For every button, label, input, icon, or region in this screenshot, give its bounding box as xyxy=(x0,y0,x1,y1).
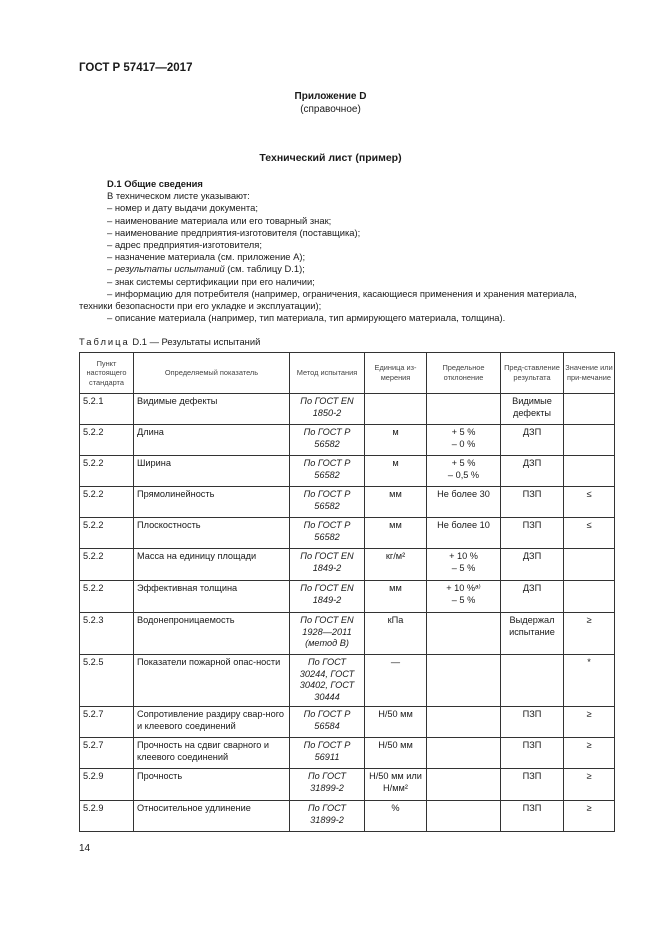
cell-clause: 5.2.2 xyxy=(80,425,134,456)
cell-unit: м xyxy=(365,425,427,456)
list-item-results xyxy=(79,263,619,275)
table-header-row xyxy=(80,353,615,394)
cell-deviation xyxy=(427,394,501,425)
cell-value: * xyxy=(564,655,615,707)
cell-method: По ГОСТ Р 56911 xyxy=(290,738,365,769)
cell-method: По ГОСТ Р 56584 xyxy=(290,707,365,738)
cell-unit: кг/м² xyxy=(365,549,427,581)
list-item-info: – информацию для потребителя (например, ограничения, касающиеся применения и хранения материала, xyxy=(107,287,577,299)
list-item: – назначение материала (см. приложение А); xyxy=(107,251,306,263)
header-num: Пункт настоящего стандарта xyxy=(80,353,134,394)
cell-deviation xyxy=(427,707,501,738)
annex-subtitle: (справочное) xyxy=(300,104,361,115)
cell-deviation xyxy=(427,801,501,832)
cell-result: ПЗП xyxy=(501,769,564,801)
table-caption xyxy=(79,336,260,347)
cell-value xyxy=(564,549,615,581)
cell-clause: 5.2.2 xyxy=(80,487,134,518)
table-row xyxy=(80,549,615,581)
cell-indicator: Прямолинейность xyxy=(134,487,290,518)
cell-unit: Н/50 мм или Н/мм² xyxy=(365,769,427,801)
cell-indicator: Относительное удлинение xyxy=(134,801,290,832)
list-item: – знак системы сертификации при его наличии; xyxy=(107,275,315,287)
list-dash: – xyxy=(107,263,115,275)
cell-result: ПЗП xyxy=(501,707,564,738)
cell-result: Видимые дефекты xyxy=(501,394,564,425)
cell-unit: Н/50 мм xyxy=(365,738,427,769)
cell-result: Выдержал испытание xyxy=(501,613,564,655)
cell-result: ДЗП xyxy=(501,549,564,581)
cell-deviation: Не более 10 xyxy=(427,518,501,549)
cell-unit: м xyxy=(365,456,427,487)
cell-deviation xyxy=(427,738,501,769)
cell-indicator: Сопротивление раздиру свар-ного и клеевого соединений xyxy=(134,707,290,738)
cell-value: ≥ xyxy=(564,738,615,769)
table-caption-prefix: Таблица xyxy=(79,336,130,347)
cell-deviation: + 10 %ᵃ⁾ – 5 % xyxy=(427,581,501,613)
list-item: – адрес предприятия-изготовителя; xyxy=(107,239,262,251)
cell-value: ≤ xyxy=(564,518,615,549)
cell-value xyxy=(564,394,615,425)
cell-unit: кПа xyxy=(365,613,427,655)
table-row xyxy=(80,425,615,456)
cell-clause: 5.2.5 xyxy=(80,655,134,707)
cell-indicator: Плоскостность xyxy=(134,518,290,549)
page-number: 14 xyxy=(79,843,91,854)
results-term: результаты испытаний xyxy=(114,263,225,275)
table-row xyxy=(80,394,615,425)
cell-value: ≥ xyxy=(564,707,615,738)
cell-value xyxy=(564,456,615,487)
annex-heading xyxy=(0,90,661,116)
table-row xyxy=(80,487,615,518)
cell-unit xyxy=(365,394,427,425)
cell-result: ПЗП xyxy=(501,487,564,518)
table-row xyxy=(80,518,615,549)
cell-indicator: Ширина xyxy=(134,456,290,487)
cell-method: По ГОСТ 31899-2 xyxy=(290,801,365,832)
cell-clause: 5.2.3 xyxy=(80,613,134,655)
cell-clause: 5.2.2 xyxy=(80,549,134,581)
list-item: – описание материала (например, тип материала, тип армирующего материала, толщина). xyxy=(107,312,506,324)
cell-method: По ГОСТ 30244, ГОСТ 30402, ГОСТ 30444 xyxy=(290,655,365,707)
cell-result: ДЗП xyxy=(501,581,564,613)
cell-indicator: Прочность xyxy=(134,769,290,801)
cell-value: ≥ xyxy=(564,801,615,832)
cell-indicator: Эффективная толщина xyxy=(134,581,290,613)
cell-deviation: Не более 30 xyxy=(427,487,501,518)
cell-indicator: Показатели пожарной опас-ности xyxy=(134,655,290,707)
document-id: ГОСТ Р 57417—2017 xyxy=(79,62,193,74)
cell-method: По ГОСТ EN 1849-2 xyxy=(290,581,365,613)
cell-deviation: + 5 % – 0 % xyxy=(427,425,501,456)
section-intro: В техническом листе указывают: xyxy=(107,190,250,202)
cell-value: ≥ xyxy=(564,613,615,655)
cell-deviation xyxy=(427,655,501,707)
cell-deviation: + 10 % – 5 % xyxy=(427,549,501,581)
header-result: Пред-ставление результата xyxy=(501,353,564,394)
list-item: – наименование предприятия-изготовителя (поставщика); xyxy=(107,226,361,238)
cell-indicator: Видимые дефекты xyxy=(134,394,290,425)
cell-unit: — xyxy=(365,655,427,707)
table-row xyxy=(80,613,615,655)
cell-indicator: Прочность на сдвиг сварного и клеевого соединений xyxy=(134,738,290,769)
cell-method: По ГОСТ EN 1849-2 xyxy=(290,549,365,581)
cell-value: ≤ xyxy=(564,487,615,518)
results-table xyxy=(79,352,615,832)
cell-indicator: Водонепроницаемость xyxy=(134,613,290,655)
cell-unit: Н/50 мм xyxy=(365,707,427,738)
cell-unit: мм xyxy=(365,581,427,613)
cell-deviation xyxy=(427,613,501,655)
cell-result: ДЗП xyxy=(501,456,564,487)
table-row xyxy=(80,707,615,738)
cell-value: ≥ xyxy=(564,769,615,801)
cell-unit: % xyxy=(365,801,427,832)
cell-result: ПЗП xyxy=(501,801,564,832)
cell-unit: мм xyxy=(365,518,427,549)
cell-clause: 5.2.2 xyxy=(80,518,134,549)
cell-clause: 5.2.2 xyxy=(80,581,134,613)
cell-clause: 5.2.2 xyxy=(80,456,134,487)
cell-method: По ГОСТ Р 56582 xyxy=(290,487,365,518)
table-row xyxy=(80,655,615,707)
cell-method: По ГОСТ 31899-2 xyxy=(290,769,365,801)
results-ref: (см. таблицу D.1); xyxy=(224,263,305,275)
cell-deviation: + 5 % – 0,5 % xyxy=(427,456,501,487)
list-item-info-continued: техники безопасности при его укладке и эксплуатации); xyxy=(79,300,322,312)
header-indicator: Определяемый показатель xyxy=(134,353,290,394)
header-value: Значение или при-мечание xyxy=(564,353,615,394)
table-row xyxy=(80,769,615,801)
cell-method: По ГОСТ Р 56582 xyxy=(290,518,365,549)
table-row xyxy=(80,456,615,487)
cell-clause: 5.2.1 xyxy=(80,394,134,425)
cell-method: По ГОСТ Р 56582 xyxy=(290,425,365,456)
cell-method: По ГОСТ EN 1928—2011 (метод В) xyxy=(290,613,365,655)
header-method: Метод испытания xyxy=(290,353,365,394)
header-deviation: Предельное отклонение xyxy=(427,353,501,394)
table-row xyxy=(80,581,615,613)
sheet-title: Технический лист (пример) xyxy=(259,152,402,164)
list-item: – номер и дату выдачи документа; xyxy=(107,202,258,214)
section-heading: D.1 Общие сведения xyxy=(107,178,203,189)
cell-unit: мм xyxy=(365,487,427,518)
cell-clause: 5.2.7 xyxy=(80,738,134,769)
cell-method: По ГОСТ EN 1850-2 xyxy=(290,394,365,425)
general-info-section xyxy=(79,178,619,324)
cell-value xyxy=(564,425,615,456)
table-row xyxy=(80,801,615,832)
cell-indicator: Длина xyxy=(134,425,290,456)
cell-value xyxy=(564,581,615,613)
cell-clause: 5.2.9 xyxy=(80,769,134,801)
cell-method: По ГОСТ Р 56582 xyxy=(290,456,365,487)
cell-indicator: Масса на единицу площади xyxy=(134,549,290,581)
results-table-body xyxy=(80,394,615,832)
cell-clause: 5.2.9 xyxy=(80,801,134,832)
cell-clause: 5.2.7 xyxy=(80,707,134,738)
header-unit: Единица из-мерения xyxy=(365,353,427,394)
cell-result: ДЗП xyxy=(501,425,564,456)
cell-result xyxy=(501,655,564,707)
table-row xyxy=(80,738,615,769)
table-caption-text: D.1 — Результаты испытаний xyxy=(129,336,261,347)
annex-title: Приложение D xyxy=(294,91,367,102)
list-item: – наименование материала или его товарный знак; xyxy=(107,214,332,226)
cell-result: ПЗП xyxy=(501,518,564,549)
cell-result: ПЗП xyxy=(501,738,564,769)
cell-deviation xyxy=(427,769,501,801)
